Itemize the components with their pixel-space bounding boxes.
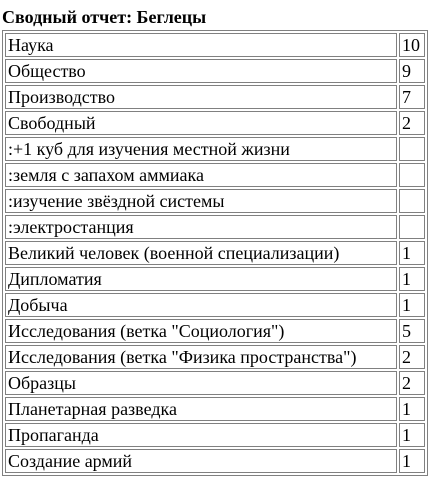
table-row bbox=[5, 59, 425, 83]
table-row bbox=[5, 449, 425, 473]
table-row bbox=[5, 111, 425, 135]
row-label: Исследования (ветка "Физика пространства") bbox=[5, 345, 397, 369]
row-label: Свободный bbox=[5, 111, 397, 135]
table-row bbox=[5, 371, 425, 395]
row-value: 1 bbox=[399, 423, 425, 447]
row-label: Добыча bbox=[5, 293, 397, 317]
row-value bbox=[399, 163, 425, 187]
table-row bbox=[5, 241, 425, 265]
row-value: 1 bbox=[399, 267, 425, 291]
row-label: Пропаганда bbox=[5, 423, 397, 447]
table-row bbox=[5, 293, 425, 317]
row-label: Наука bbox=[5, 33, 397, 57]
row-label: :электростанция bbox=[5, 215, 397, 239]
report-title: Сводный отчет: Беглецы bbox=[2, 7, 207, 27]
row-value: 7 bbox=[399, 85, 425, 109]
table-row bbox=[5, 33, 425, 57]
table-row bbox=[5, 85, 425, 109]
row-value: 1 bbox=[399, 449, 425, 473]
row-label: Создание армий bbox=[5, 449, 397, 473]
table-row bbox=[5, 215, 425, 239]
row-value: 2 bbox=[399, 345, 425, 369]
table-row bbox=[5, 319, 425, 343]
row-value: 1 bbox=[399, 293, 425, 317]
row-value bbox=[399, 137, 425, 161]
table-row bbox=[5, 267, 425, 291]
table-row bbox=[5, 345, 425, 369]
row-label: Общество bbox=[5, 59, 397, 83]
row-label: Производство bbox=[5, 85, 397, 109]
row-label: Дипломатия bbox=[5, 267, 397, 291]
row-value: 1 bbox=[399, 241, 425, 265]
row-label: Планетарная разведка bbox=[5, 397, 397, 421]
row-label: :земля с запахом аммиака bbox=[5, 163, 397, 187]
row-label: :+1 куб для изучения местной жизни bbox=[5, 137, 397, 161]
row-label: Исследования (ветка "Социология") bbox=[5, 319, 397, 343]
row-value: 2 bbox=[399, 371, 425, 395]
row-value: 9 bbox=[399, 59, 425, 83]
table-row bbox=[5, 423, 425, 447]
table-row bbox=[5, 163, 425, 187]
table-row bbox=[5, 189, 425, 213]
row-value bbox=[399, 189, 425, 213]
row-label: Образцы bbox=[5, 371, 397, 395]
row-label: Великий человек (военной специализации) bbox=[5, 241, 397, 265]
table-row bbox=[5, 397, 425, 421]
table-row bbox=[5, 137, 425, 161]
row-label: :изучение звёздной системы bbox=[5, 189, 397, 213]
row-value: 10 bbox=[399, 33, 425, 57]
summary-table bbox=[2, 30, 428, 476]
row-value: 2 bbox=[399, 111, 425, 135]
row-value bbox=[399, 215, 425, 239]
row-value: 5 bbox=[399, 319, 425, 343]
row-value: 1 bbox=[399, 397, 425, 421]
